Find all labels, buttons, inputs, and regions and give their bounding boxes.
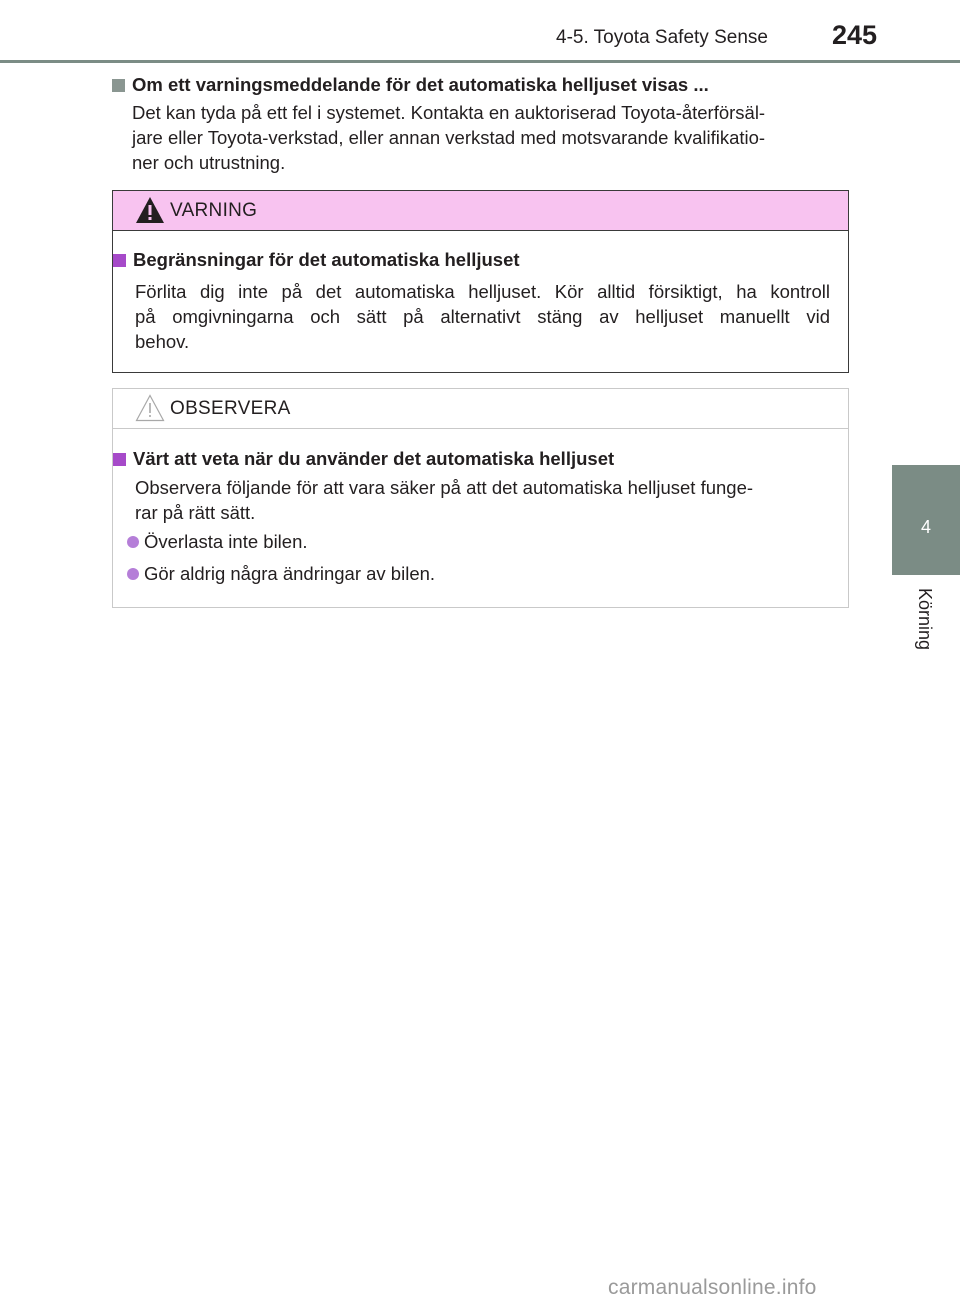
warning-line: Förlita dig inte på det automatiska helljuset. Kör alltid försiktigt, ha kontroll <box>135 281 830 302</box>
warning-title-text: Begränsningar för det automatiska helljuset <box>133 249 520 270</box>
warning-line: behov. <box>135 331 190 352</box>
list-item-text: Gör aldrig några ändringar av bilen. <box>144 563 436 584</box>
notice-line: Observera följande för att vara säker på att det automatiska helljuset funge- <box>135 477 754 498</box>
intro-line: jare eller Toyota-verkstad, eller annan verkstad med motsvarande kvalifikatio- <box>132 127 766 148</box>
list-item <box>127 563 435 585</box>
intro-line: ner och utrustning. <box>132 152 286 173</box>
caution-triangle-icon <box>135 394 165 422</box>
intro-line: Det kan tyda på ett fel i systemet. Kontakta en auktoriserad Toyota-återförsäl- <box>132 102 766 123</box>
chapter-tab <box>892 465 960 575</box>
intro-body <box>132 100 844 175</box>
page-number: 245 <box>832 20 878 50</box>
square-bullet-icon <box>113 453 126 466</box>
warning-box <box>112 190 849 373</box>
warning-box-header <box>113 191 848 231</box>
chapter-number: 4 <box>920 517 931 537</box>
square-bullet-icon <box>112 79 125 92</box>
section-title: 4-5. Toyota Safety Sense <box>556 27 768 48</box>
notice-label: OBSERVERA <box>170 398 291 419</box>
warning-text <box>135 279 830 354</box>
intro-heading-text: Om ett varningsmeddelande för det automatiska helljuset visas ... <box>132 74 709 95</box>
notice-line: rar på rätt sätt. <box>135 502 256 523</box>
list-item-text: Överlasta inte bilen. <box>144 531 308 552</box>
notice-title <box>113 448 614 470</box>
intro-heading <box>112 74 709 96</box>
watermark: carmanualsonline.info <box>608 1276 817 1299</box>
square-bullet-icon <box>113 254 126 267</box>
round-bullet-icon <box>127 568 139 580</box>
notice-title-text: Värt att veta när du använder det automatiska helljuset <box>133 448 615 469</box>
warning-triangle-icon <box>135 196 165 224</box>
header-divider <box>0 60 960 63</box>
list-item <box>127 531 308 553</box>
warning-title <box>113 249 520 271</box>
notice-box <box>112 388 849 608</box>
notice-text <box>135 475 830 525</box>
round-bullet-icon <box>127 536 139 548</box>
warning-label: VARNING <box>170 200 258 221</box>
notice-box-header <box>113 389 848 429</box>
chapter-label: Körning <box>915 588 935 651</box>
warning-line: på omgivningarna och sätt på alternativt stäng av helljuset manuellt vid <box>135 306 830 327</box>
